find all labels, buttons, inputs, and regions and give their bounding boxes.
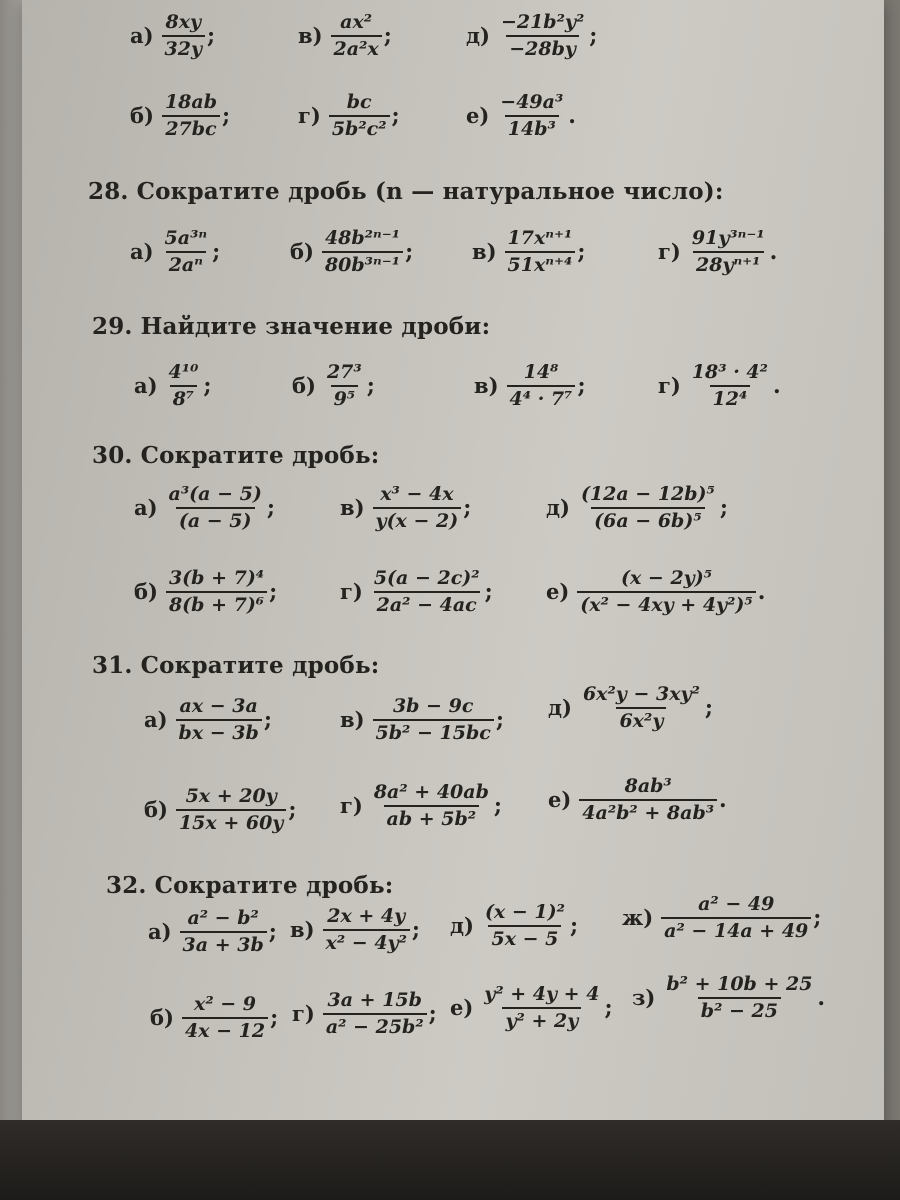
denominator: 14b³ [505,115,559,140]
item-label: в) [340,707,365,733]
numerator: 5a³ⁿ [164,227,208,249]
numerator: 8ab³ [624,775,672,797]
ex31-item-b [144,786,296,834]
ex31-item-g [340,782,502,830]
punctuation: . [817,984,826,1011]
punctuation: ; [577,238,586,265]
item-label: е) [548,787,572,813]
fraction [497,92,566,140]
denominator: a² − 25b² [323,1013,427,1038]
fraction [481,984,602,1032]
fraction [324,362,365,410]
item-label: б) [292,373,316,399]
punctuation: ; [604,994,613,1021]
punctuation: ; [222,102,231,129]
denominator: 4⁴ · 7⁷ [507,385,576,410]
fraction [507,362,576,410]
exercise-title: Сократите дробь: [140,442,380,469]
fraction [182,994,268,1042]
exercise-number: 29. [92,313,133,340]
top-item-v [298,12,392,60]
ex30-item-d [546,484,728,532]
numerator: 5(a − 2c)² [373,567,480,589]
item-label: д) [450,913,474,939]
item-label: а) [134,495,158,521]
ex28-item-g [658,228,777,276]
denominator: x² − 4y² [323,929,410,954]
numerator: y² + 4y + 4 [484,983,600,1005]
exercise-title: Сократите дробь: [154,872,394,899]
item-label: е) [466,103,490,129]
item-label: б) [130,103,154,129]
punctuation: ; [288,796,297,823]
denominator: 5b²c² [329,115,390,140]
ex29-item-g [658,362,781,410]
exercise-number: 30. [92,442,133,469]
item-label: б) [134,579,158,605]
punctuation: ; [813,904,822,931]
numerator: (x − 2y)⁵ [620,567,713,589]
fraction [323,990,427,1038]
punctuation: ; [212,238,221,265]
numerator: ax − 3a [179,695,258,717]
numerator: 8a² + 40ab [373,781,489,803]
denominator: a² − 14a + 49 [661,917,811,942]
numerator: 91y³ⁿ⁻¹ [691,227,765,249]
top-item-a [130,12,215,60]
denominator: 12⁴ [710,385,751,410]
fraction [505,228,576,276]
denominator: y(x − 2) [373,507,462,532]
punctuation: ; [383,22,392,49]
item-label: в) [340,495,365,521]
fraction [166,484,265,532]
numerator: 8xy [165,11,202,33]
numerator: 14⁸ [523,361,559,383]
fraction [578,484,718,532]
fraction [322,228,403,276]
numerator: x² − 9 [194,993,257,1015]
item-label: з) [632,985,656,1011]
punctuation: . [719,786,727,813]
punctuation: ; [366,372,375,399]
fraction [180,908,267,956]
numerator: 27³ [326,361,362,383]
ex31-item-e [548,776,727,824]
numerator: x³ − 4x [380,483,454,505]
exercise-number: 32. [106,872,147,899]
denominator: (a − 5) [176,507,255,532]
fraction [162,92,220,140]
punctuation: ; [569,912,579,939]
punctuation: ; [269,578,278,605]
item-label: е) [450,995,474,1021]
punctuation: ; [411,916,421,943]
denominator: 28yⁿ⁺¹ [693,251,764,276]
numerator: 3b − 9c [392,695,474,717]
punctuation: ; [495,706,504,733]
fraction [162,228,211,276]
exercise-title: Сократите дробь: [140,652,380,679]
ex32-item-b [150,994,278,1042]
item-label: д) [548,695,572,721]
ex29-item-v [474,362,586,410]
fraction [323,906,410,954]
fraction [331,12,382,60]
ex31-item-a [144,696,272,744]
denominator: 6x²y [616,707,666,732]
punctuation: ; [263,706,272,733]
ex30-item-v [340,484,471,532]
punctuation: ; [589,22,598,49]
ex32-item-a [148,908,277,956]
denominator: b² − 25 [698,997,781,1022]
numerator: bc [346,91,372,113]
ex32-item-d [450,902,578,950]
punctuation: . [757,578,766,605]
item-label: г) [658,373,681,399]
denominator: 2a²x [331,35,382,60]
denominator: 5b² − 15bc [373,719,494,744]
fraction [663,974,815,1022]
punctuation: . [568,102,576,129]
numerator: 48b²ⁿ⁻¹ [324,227,401,249]
denominator: 51xⁿ⁺⁴ [505,251,576,276]
denominator: −28by [506,35,579,60]
fraction [661,894,811,942]
exercise-number: 31. [92,652,133,679]
exercise-title: Найдите значение дроби: [140,313,491,340]
item-label: б) [144,797,168,823]
fraction [176,786,286,834]
numerator: 4¹⁰ [168,361,199,383]
denominator: y² + 2y [502,1007,581,1032]
ex28-item-v [472,228,585,276]
denominator: 8(b + 7)⁶ [166,591,267,616]
numerator: 18³ · 4² [691,361,768,383]
exercise-32-heading [106,872,393,899]
denominator: 27bc [162,115,219,140]
fraction [482,902,568,950]
fraction [371,782,492,830]
fraction [162,12,205,60]
numerator: −49a³ [500,91,564,113]
ex31-item-v [340,696,504,744]
denominator: ab + 5b² [384,805,480,830]
fraction [166,362,202,410]
punctuation: ; [428,1000,437,1027]
ex32-item-z [632,974,825,1022]
denominator: 2a² − 4ac [374,591,480,616]
item-label: а) [144,707,168,733]
numerator: 3(b + 7)⁴ [168,567,265,589]
denominator: (6a − 6b)⁵ [591,507,705,532]
item-label: б) [290,239,314,265]
top-item-g [298,92,400,140]
fraction [577,568,755,616]
exercise-30-heading [92,442,379,469]
item-label: д) [546,495,570,521]
item-label: г) [298,103,321,129]
fraction [329,92,390,140]
item-label: в) [472,239,497,265]
item-label: е) [546,579,570,605]
item-label: г) [292,1001,315,1027]
fraction [580,684,703,732]
item-label: в) [298,23,323,49]
item-label: а) [148,919,172,945]
fraction [166,568,267,616]
item-label: а) [130,239,154,265]
item-label: д) [466,23,490,49]
numerator: 5x + 20y [185,785,277,807]
denominator: bx − 3b [176,719,262,744]
item-label: а) [134,373,158,399]
denominator: 4a²b² + 8ab³ [579,799,717,824]
denominator: 3a + 3b [180,931,267,956]
ex28-item-b [290,228,413,276]
fraction [176,696,262,744]
item-label: б) [150,1005,174,1031]
numerator: a² − 49 [698,893,775,915]
fraction [689,228,768,276]
numerator: (x − 1)² [484,901,565,923]
denominator: (x² − 4xy + 4y²)⁵ [577,591,755,616]
item-label: г) [340,579,363,605]
ex32-item-e [450,984,613,1032]
ex30-item-a [134,484,275,532]
exercise-title: Сократите дробь (n — натуральное число): [136,178,724,205]
item-label: г) [658,239,681,265]
numerator: a² − b² [187,907,259,929]
denominator: 32y [162,35,205,60]
desk-background [0,1120,900,1200]
fraction [498,12,587,60]
exercise-28-heading [88,178,724,205]
ex32-item-g [292,990,437,1038]
numerator: b² + 10b + 25 [666,973,813,995]
punctuation: ; [704,694,714,721]
ex30-item-e [546,568,765,616]
top-item-b [130,92,230,140]
item-label: г) [340,793,363,819]
fraction [371,568,483,616]
punctuation: ; [405,238,414,265]
punctuation: ; [484,578,493,605]
punctuation: ; [207,22,216,49]
item-label: ж) [622,905,654,931]
fraction [373,696,494,744]
exercise-31-heading [92,652,379,679]
punctuation: ; [270,1004,279,1031]
denominator: 80b³ⁿ⁻¹ [322,251,403,276]
fraction [373,484,462,532]
punctuation: ; [203,372,212,399]
top-item-e [466,92,576,140]
ex32-item-zh [622,894,821,942]
ex28-item-a [130,228,220,276]
item-label: а) [130,23,154,49]
punctuation: ; [391,102,400,129]
item-label: в) [290,917,315,943]
ex30-item-g [340,568,493,616]
denominator: 9⁵ [331,385,359,410]
punctuation: ; [493,792,502,819]
ex29-item-a [134,362,212,410]
numerator: 18ab [164,91,217,113]
ex30-item-b [134,568,277,616]
denominator: 8⁷ [170,385,198,410]
punctuation: ; [719,494,728,521]
fraction [579,776,717,824]
ex29-item-b [292,362,375,410]
denominator: 5x − 5 [488,925,561,950]
punctuation: ; [268,918,277,945]
top-item-d [466,12,597,60]
exercise-number: 28. [88,178,129,205]
denominator: 2aⁿ [166,251,206,276]
numerator: ax² [340,11,373,33]
punctuation: . [769,238,778,265]
numerator: 17xⁿ⁺¹ [507,227,573,249]
numerator: 2x + 4y [327,905,406,927]
ex32-item-v [290,906,420,954]
numerator: 3a + 15b [327,989,422,1011]
numerator: (12a − 12b)⁵ [580,483,715,505]
punctuation: ; [266,494,275,521]
denominator: 4x − 12 [182,1017,268,1042]
exercise-29-heading [92,313,490,340]
punctuation: ; [463,494,472,521]
ex31-item-d [548,684,713,732]
punctuation: . [772,372,781,399]
book-spine-shadow [0,0,22,1120]
numerator: 6x²y − 3xy² [582,683,700,705]
item-label: в) [474,373,499,399]
numerator: a³(a − 5) [168,483,262,505]
denominator: 15x + 60y [176,809,286,834]
fraction [689,362,771,410]
numerator: −21b²y² [500,11,585,33]
punctuation: ; [577,372,586,399]
